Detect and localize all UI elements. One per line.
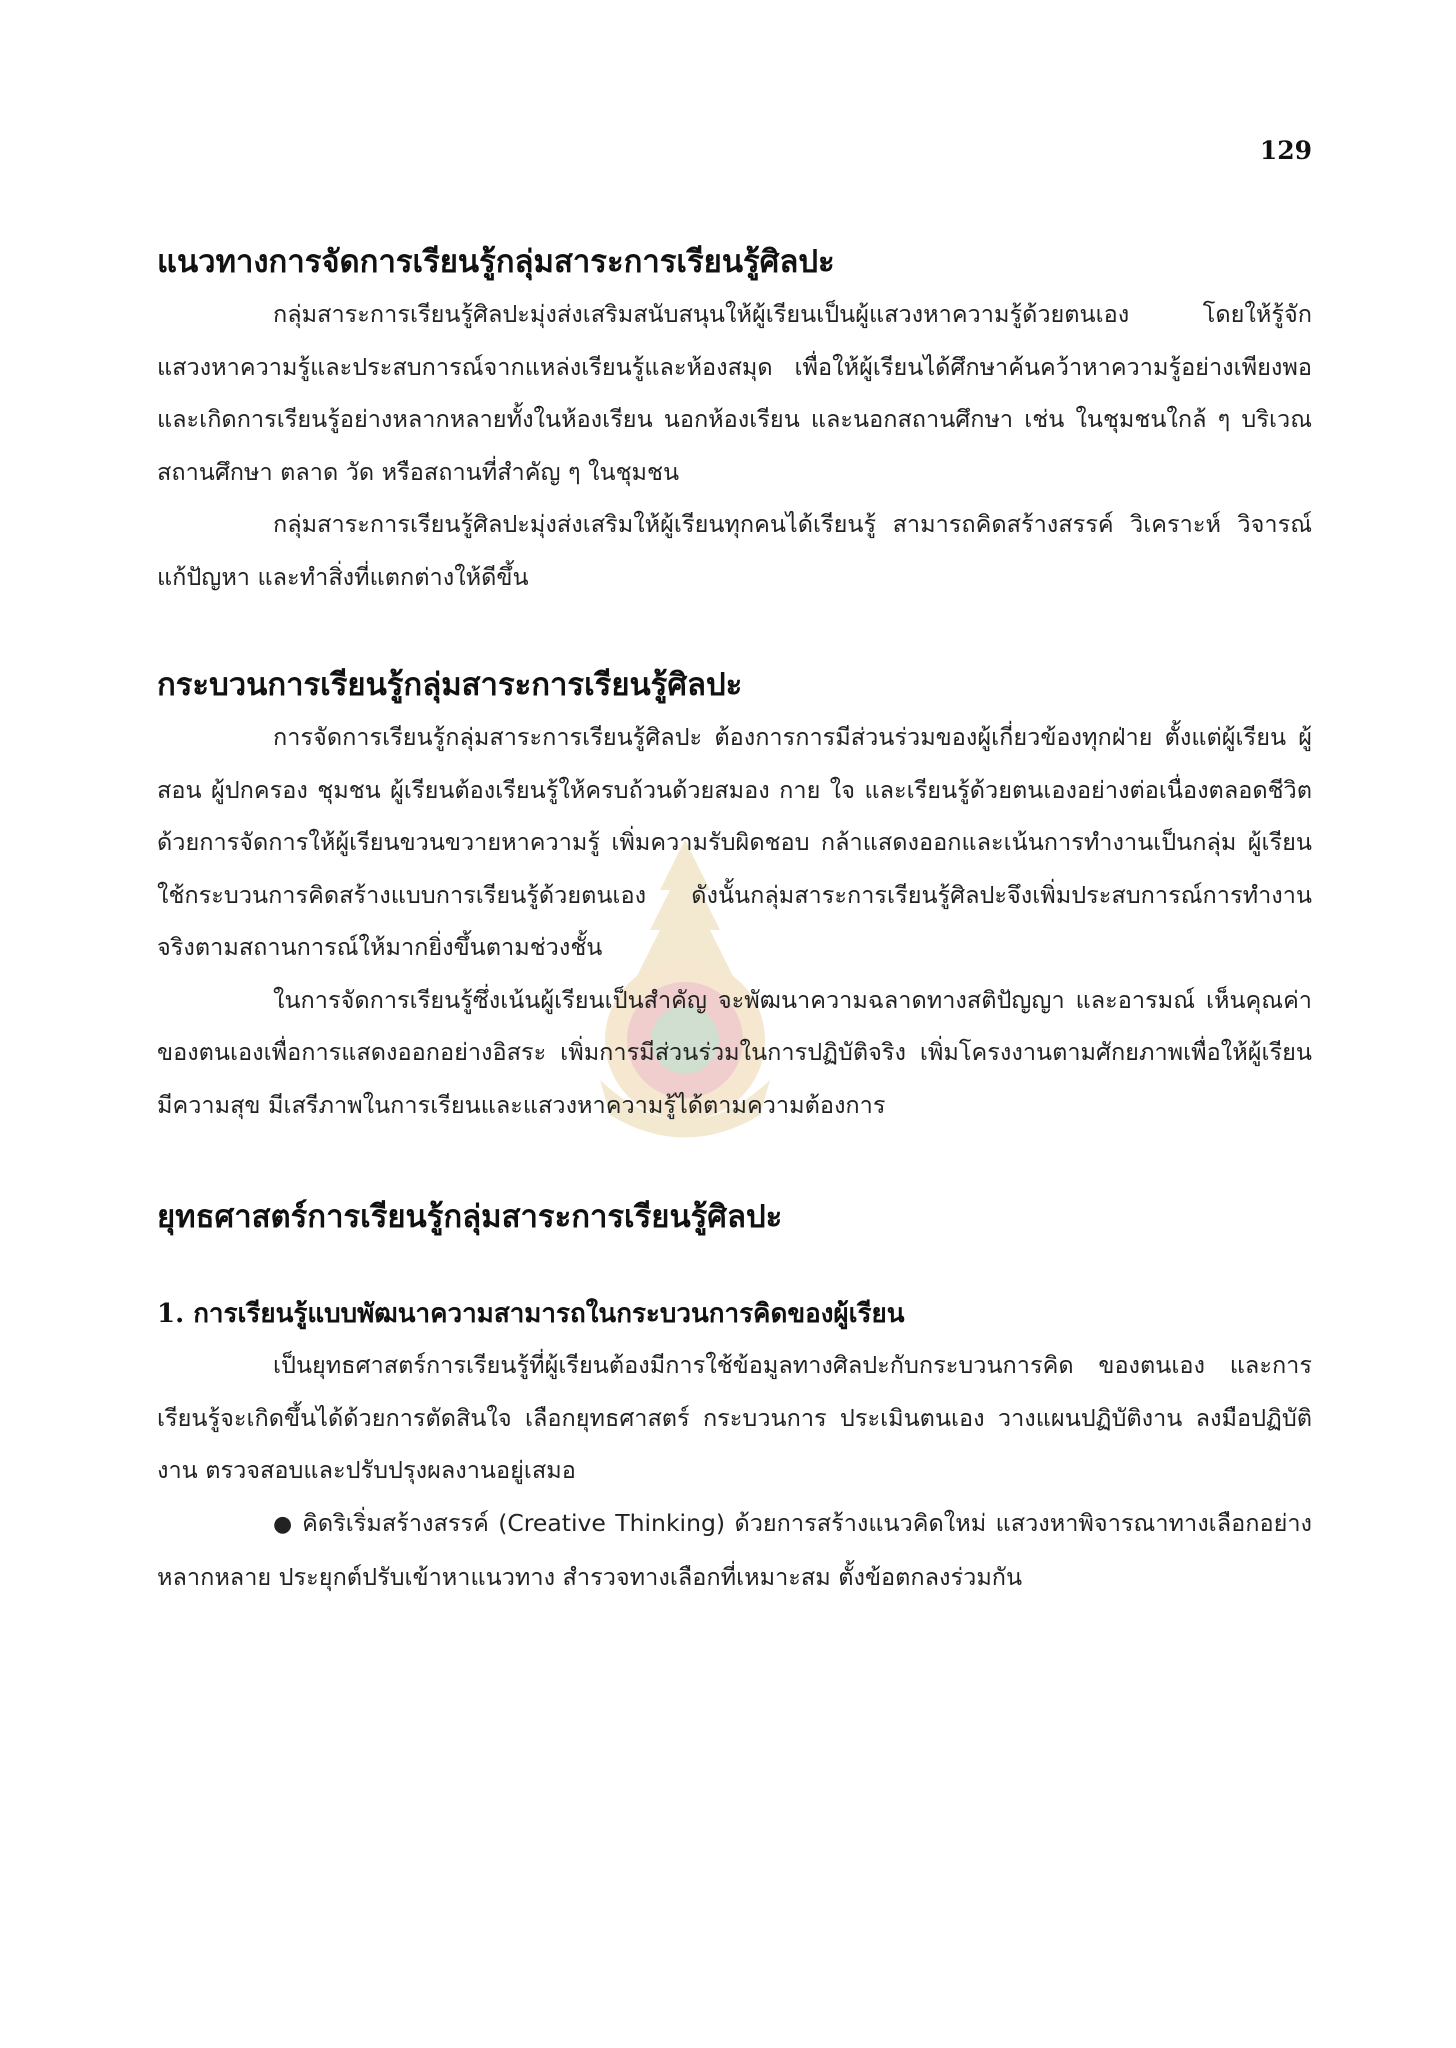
paragraph: การจัดการเรียนรู้กลุ่มสาระการเรียนรู้ศิลปะ ต้องการการมีส่วนร่วมของผู้เกี่ยวข้องทุกฝ่าย ตั้งแต่ผู้เรียน ผู้สอน ผู้ปกครอง ชุมชน ผู้เรียนต้องเรียนรู้ให้ครบถ้วนด้วยสมอง กาย ใจ และเรียนรู้ด้วยตนเองอย่างต่อเนื่องตลอดชีวิตด้วยการจัดการให้ผู้เรียนขวนขวายหาความรู้ เพิ่มความรับผิดชอบ กล้าแสดงออกและเน้นการทำงานเป็นกลุ่ม ผู้เรียนใช้กระบวนการคิดสร้างแบบการเรียนรู้ด้วยตนเอง ดังนั้นกลุ่มสาระการเรียนรู้ศิลปะจึงเพิ่มประสบการณ์การทำงานจริงตามสถานการณ์ให้มากยิ่งขึ้นตามช่วงชั้น: [157, 723, 1312, 961]
page-number: 129: [1259, 136, 1312, 165]
page-content: [157, 236, 1312, 1604]
section-heading-process: กระบวนการเรียนรู้กลุ่มสาระการเรียนรู้ศิลปะ: [157, 667, 743, 703]
section-heading-strategy: ยุทธศาสตร์การเรียนรู้กลุ่มสาระการเรียนรู้ศิลปะ: [157, 1199, 783, 1235]
paragraph: ในการจัดการเรียนรู้ซึ่งเน้นผู้เรียนเป็นสำคัญ จะพัฒนาความฉลาดทางสติปัญญา และอารมณ์ เห็นคุณค่าของตนเองเพื่อการแสดงออกอย่างอิสระ เพิ่มการมีส่วนร่วมในการปฏิบัติจริง เพิ่มโครงงานตามศักยภาพเพื่อให้ผู้เรียนมีความสุข มีเสรีภาพในการเรียนและแสวงหาความรู้ได้ตามความต้องการ: [157, 985, 1312, 1119]
paragraph: เป็นยุทธศาสตร์การเรียนรู้ที่ผู้เรียนต้องมีการใช้ข้อมูลทางศิลปะกับกระบวนการคิด ของตนเอง และการเรียนรู้จะเกิดขึ้นได้ด้วยการตัดสินใจ เลือกยุทธศาสตร์ กระบวนการ ประเมินตนเอง วางแผนปฏิบัติงาน ลงมือปฏิบัติงาน ตรวจสอบและปรับปรุงผลงานอยู่เสมอ: [157, 1351, 1312, 1484]
paragraph: กลุ่มสาระการเรียนรู้ศิลปะมุ่งส่งเสริมให้ผู้เรียนทุกคนได้เรียนรู้ สามารถคิดสร้างสรรค์ วิเคราะห์ วิจารณ์ แก้ปัญหา และทำสิ่งที่แตกต่างให้ดีขึ้น: [157, 510, 1312, 591]
bullet-dot-icon: ●: [273, 1511, 295, 1537]
bullet-item: [157, 1497, 1312, 1604]
subsection-heading: 1. การเรียนรู้แบบพัฒนาความสามารถในกระบวนการคิดของผู้เรียน: [157, 1299, 905, 1329]
paragraph: กลุ่มสาระการเรียนรู้ศิลปะมุ่งส่งเสริมสนับสนุนให้ผู้เรียนเป็นผู้แสวงหาความรู้ด้วยตนเอง โดยให้รู้จักแสวงหาความรู้และประสบการณ์จากแหล่งเรียนรู้และห้องสมุด เพื่อให้ผู้เรียนได้ศึกษาค้นคว้าหาความรู้อย่างเพียงพอ และเกิดการเรียนรู้อย่างหลากหลายทั้งในห้องเรียน นอกห้องเรียน และนอกสถานศึกษา เช่น ในชุมชนใกล้ ๆ บริเวณสถานศึกษา ตลาด วัด หรือสถานที่สำคัญ ๆ ในชุมชน: [157, 300, 1312, 486]
section-heading-guidelines: แนวทางการจัดการเรียนรู้กลุ่มสาระการเรียนรู้ศิลปะ: [157, 244, 835, 280]
bullet-text: คิดริเริ่มสร้างสรรค์ (Creative Thinking) ด้วยการสร้างแนวคิดใหม่ แสวงหาพิจารณาทางเลือกอย่างหลากหลาย ประยุกต์ปรับเข้าหาแนวทาง สำรวจทางเลือกที่เหมาะสม ตั้งข้อตกลงร่วมกัน: [157, 1508, 1313, 1591]
